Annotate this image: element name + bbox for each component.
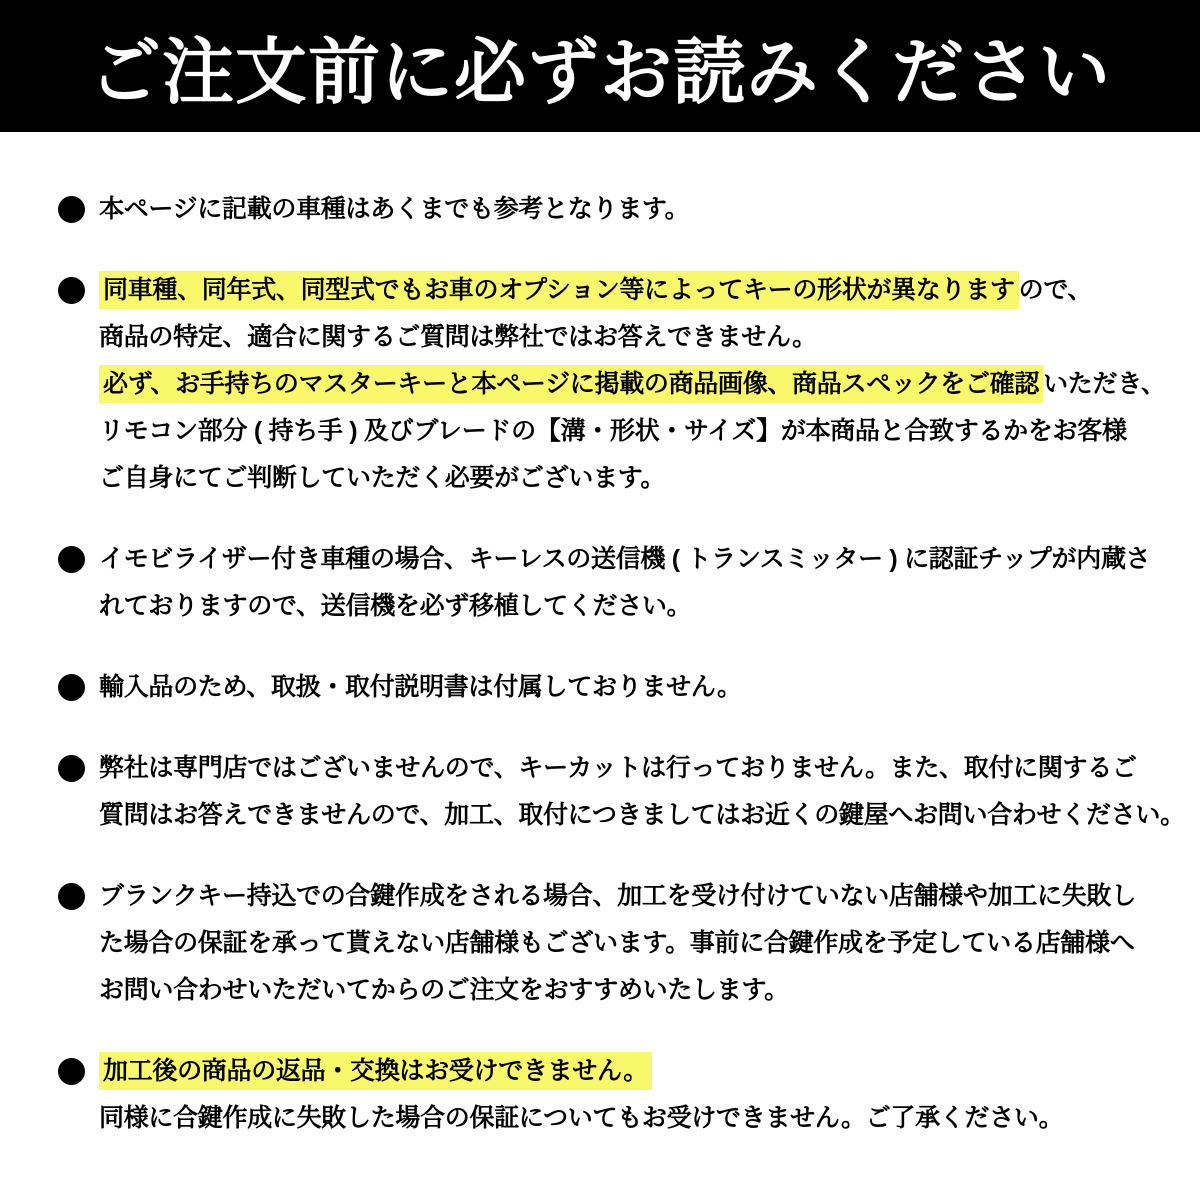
notice-item xyxy=(58,267,1170,502)
notice-item xyxy=(58,873,1170,1014)
bullet-icon xyxy=(58,1058,85,1085)
highlighted-text: 必ず、お手持ちのマスターキーと本ページに掲載の商品画像、商品スペックをご確認 xyxy=(99,365,1043,403)
notice-text-segment: 弊社は専門店ではございませんので、キーカットは行っておりません。また、取付に関するご xyxy=(99,754,1137,782)
notice-text-block xyxy=(99,664,742,711)
notice-text-segment: れておりますので、送信機を必ず移植してください。 xyxy=(99,592,692,620)
notice-text-segment: いただき、 xyxy=(1043,370,1166,398)
notice-line xyxy=(99,455,1166,502)
notice-text-segment: ご自身にてご判断していただく必要がございます。 xyxy=(99,464,666,492)
notice-text-segment: た場合の保証を承って貰えない店舗様もございます。事前に合鍵作成を予定している店舗様へ xyxy=(99,929,1135,957)
notice-line xyxy=(99,314,1166,361)
page-title: ご注文前に必ずお読みください xyxy=(88,33,1111,113)
notice-line xyxy=(99,745,1185,792)
bullet-icon xyxy=(58,674,85,701)
bullet-icon xyxy=(58,196,85,223)
notice-line xyxy=(99,1048,1063,1095)
notice-line xyxy=(99,664,742,711)
notice-text-block xyxy=(99,873,1136,1014)
notice-line xyxy=(99,267,1166,314)
notice-text-segment: ブランクキー持込での合鍵作成をされる場合、加工を受け付けていない店舗様や加工に失敗し xyxy=(99,882,1136,910)
notice-item xyxy=(58,536,1170,630)
notice-text-segment: お問い合わせいただいてからのご注文をおすすめいたします。 xyxy=(99,976,789,1004)
notice-line xyxy=(99,1095,1063,1142)
notice-text-segment: 輸入品のため、取扱・取付説明書は付属しておりません。 xyxy=(99,673,742,701)
notice-item xyxy=(58,1048,1170,1142)
notice-line xyxy=(99,408,1166,455)
bullet-icon xyxy=(58,277,85,304)
notice-text-block xyxy=(99,536,1150,630)
notice-text-segment: ので、 xyxy=(1018,276,1093,304)
notice-list xyxy=(0,132,1200,1142)
notice-text-segment: 本ページに記載の車種はあくまでも参考となります。 xyxy=(99,195,690,223)
bullet-icon xyxy=(58,883,85,910)
bullet-icon xyxy=(58,755,85,782)
notice-item xyxy=(58,186,1170,233)
notice-text-block xyxy=(99,267,1166,502)
notice-line xyxy=(99,583,1150,630)
notice-line xyxy=(99,920,1136,967)
notice-line xyxy=(99,186,689,233)
notice-text-block xyxy=(99,1048,1063,1142)
notice-line xyxy=(99,361,1166,408)
notice-line xyxy=(99,873,1136,920)
notice-item xyxy=(58,664,1170,711)
bullet-icon xyxy=(58,546,85,573)
notice-text-block xyxy=(99,186,689,233)
notice-item xyxy=(58,745,1185,839)
header-banner xyxy=(0,0,1200,132)
notice-line xyxy=(99,536,1150,583)
notice-text-block xyxy=(99,745,1185,839)
notice-text-segment: 商品の特定、適合に関するご質問は弊社ではお答えできません。 xyxy=(99,323,817,351)
notice-line xyxy=(99,792,1185,839)
notice-text-segment: リモコン部分 ( 持ち手 ) 及びブレードの【溝・形状・サイズ】が本商品と合致するかをお客様 xyxy=(99,417,1127,445)
highlighted-text: 同車種、同年式、同型式でもお車のオプション等によってキーの形状が異なります xyxy=(99,271,1019,309)
notice-text-segment: 同様に合鍵作成に失敗した場合の保証についてもお受けできません。ご了承ください。 xyxy=(99,1104,1064,1132)
highlighted-text: 加工後の商品の返品・交換はお受けできません。 xyxy=(99,1052,652,1090)
notice-text-segment: イモビライザー付き車種の場合、キーレスの送信機 ( トランスミッター ) に認証チップが内蔵さ xyxy=(99,545,1151,573)
notice-line xyxy=(99,967,1136,1014)
notice-text-segment: 質問はお答えできませんので、加工、取付につきましてはお近くの鍵屋へお問い合わせください。 xyxy=(99,801,1185,829)
